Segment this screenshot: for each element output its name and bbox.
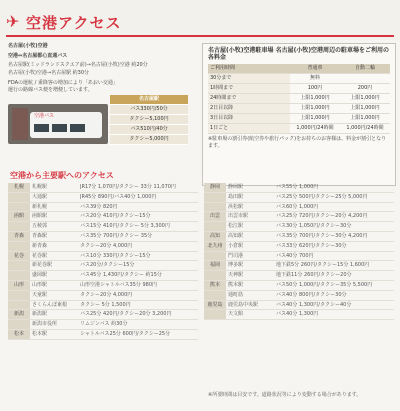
access-row — [8, 330, 198, 340]
route-line-2: 名古屋(小牧)空港→名古屋駅 約30分 — [8, 70, 90, 76]
access-row — [8, 320, 198, 330]
access-row — [8, 310, 198, 320]
access-row — [8, 222, 198, 232]
col-header: ご利用時間 — [208, 64, 290, 73]
city-cell: 花巻 — [8, 252, 30, 261]
city-cell — [8, 242, 30, 251]
cell: 上限1,000円 — [350, 95, 380, 101]
route-cell: JR45分 890円/バス40分 1,000円 — [80, 193, 157, 200]
access-grid-right — [204, 183, 394, 320]
route-cell: 地下鉄5分 260円/タクシー15分 1,600円 — [276, 262, 370, 269]
cell: 24時間まで — [208, 94, 290, 103]
station-cell: 盛岡駅 — [32, 272, 48, 279]
col-header: 自動二輪 — [340, 64, 390, 73]
route-cell: バス20分/タクシー15分 — [80, 262, 135, 269]
access-row — [8, 291, 198, 301]
city-cell: 松本 — [8, 330, 30, 339]
city-cell — [8, 301, 30, 310]
route-cell: バス60分 1,000円 — [276, 203, 319, 210]
access-row — [8, 301, 198, 311]
access-row — [204, 271, 394, 281]
city-cell — [8, 203, 30, 212]
note-line-2: 運行の路線バス便を増便しています。 — [8, 87, 93, 93]
station-cell: 天文館 — [228, 311, 244, 318]
station-cell: 天神駅 — [228, 272, 244, 279]
route-cell: バス35分 700円/タクシー 35分 — [80, 232, 153, 239]
station-cell: 山形駅 — [32, 281, 48, 288]
bus-window — [34, 124, 49, 132]
access-row — [8, 242, 198, 252]
cell: 上限1,000円 — [300, 105, 330, 111]
access-row — [204, 261, 394, 271]
station-cell: 大通駅 — [32, 193, 48, 200]
access-row — [8, 271, 198, 281]
cell: 30分まで — [208, 74, 290, 83]
station-cell: 松江駅 — [228, 223, 244, 230]
cell: 1,000円/24時間 — [296, 125, 334, 131]
route-cell: バス20分 410円/タクシー15分 — [80, 213, 151, 220]
city-cell — [8, 291, 30, 300]
title-rule — [6, 35, 394, 37]
access-row — [8, 252, 198, 262]
access-row — [8, 203, 198, 213]
city-cell: 青森 — [8, 232, 30, 241]
access-row — [204, 222, 394, 232]
city-cell: 新潟 — [8, 310, 30, 319]
city-cell: 札幌 — [8, 183, 30, 192]
city-cell: 山形 — [8, 281, 30, 290]
cell — [340, 74, 390, 83]
header-bar — [0, 0, 400, 40]
parking-header-row — [208, 64, 390, 74]
route-cell: バス40分 1,300円/タクシー40分 — [276, 301, 352, 308]
access-list-title: 空港から主要駅へのアクセス — [10, 171, 114, 180]
access-row — [204, 232, 394, 242]
cell: 1日ごと — [208, 124, 290, 133]
route-cell: リムジンバス 約30分 — [80, 321, 128, 328]
station-cell: 出雲市駅 — [228, 213, 249, 220]
city-cell — [204, 193, 226, 202]
station-cell: 新札幌 — [32, 203, 48, 210]
bus-sign — [12, 108, 28, 140]
parking-title: 名古屋(小牧)空港駐車場 名古屋(小牧)空港周辺の駐車場をご利用の各料金 — [208, 47, 390, 61]
city-cell: 熊本 — [204, 281, 226, 290]
access-row — [204, 203, 394, 213]
route-cell: バス25分 500円/タクシー25分 5,000円 — [276, 193, 368, 200]
route-cell: バス15分 410円/タクシー 5分 3,300円 — [80, 223, 170, 230]
cell: 200円 — [357, 85, 373, 91]
station-cell: 函館駅 — [32, 213, 48, 220]
subsection-title: 空港⇔名古屋都心直通バス — [8, 53, 68, 59]
station-cell: 天童駅 — [32, 291, 48, 298]
station-cell: さくらんぼ東根 — [32, 301, 68, 308]
city-cell: 出雲 — [204, 212, 226, 221]
city-cell: 鹿児島 — [204, 301, 226, 310]
cell: 上限1,000円 — [300, 95, 330, 101]
station-cell: 札幌駅 — [32, 184, 48, 190]
cell: 上限1,000円 — [300, 115, 330, 121]
parking-table — [208, 64, 390, 134]
access-grid-left — [8, 183, 198, 340]
route-cell: 山形空港シャトルバス35分 980円 — [80, 281, 158, 288]
fare-row: タクシー5,000円 — [110, 135, 188, 145]
route-cell: バス45分 1,430円/タクシー 約15分 — [80, 272, 162, 279]
access-row — [204, 242, 394, 252]
route-cell: タクシー20分 4,000円 — [80, 291, 133, 298]
access-row — [8, 212, 198, 222]
access-row — [8, 183, 198, 193]
city-cell — [8, 320, 30, 329]
fare-row: バス330円/50分 — [110, 105, 188, 115]
route-cell: バス30分 1,050円/タクシー30分 — [276, 223, 352, 230]
route-cell: バス39分 820円 — [80, 203, 118, 210]
route-cell: バス50分 1,000円/タクシー35分 5,500円 — [276, 281, 373, 288]
parking-box — [202, 43, 396, 186]
bus-body — [30, 112, 102, 138]
fare-table — [110, 95, 188, 145]
access-row — [204, 193, 394, 203]
route-cell: タクシー 5分 1,500円 — [80, 301, 131, 308]
city-cell — [8, 222, 30, 231]
station-cell: 島田駅 — [228, 193, 244, 200]
station-cell: 新花巻駅 — [32, 262, 53, 269]
route-cell: バス40分 700円 — [276, 252, 314, 259]
route-cell: バス25分 720円/タクシー20分 4,200円 — [276, 213, 368, 220]
bus-label: 空港バス — [34, 113, 55, 119]
parking-row — [208, 94, 390, 104]
parking-row — [208, 104, 390, 114]
route-cell: タクシー20分 4,000円 — [80, 242, 133, 249]
city-cell: 函館 — [8, 212, 30, 221]
city-cell — [8, 271, 30, 280]
parking-row — [208, 124, 390, 134]
station-cell: 浜松駅 — [228, 203, 244, 210]
city-cell — [204, 291, 226, 300]
station-cell: 五稜郭 — [32, 223, 48, 230]
section-title: 名古屋(小牧)空港 — [8, 43, 48, 49]
cell: 2日目以降 — [208, 104, 290, 113]
city-cell — [204, 203, 226, 212]
station-cell: 新青森 — [32, 242, 48, 249]
station-cell: 門司港 — [228, 252, 244, 259]
route-cell: バス10分 330円/タクシー15分 — [80, 252, 151, 259]
station-cell: 青森駅 — [32, 232, 48, 239]
route-line-1: 名古屋駅(ミッドランドスクエア前)→名古屋(小牧)空港 約20分 — [8, 62, 148, 68]
parking-row — [208, 74, 390, 84]
col-header: 普通車 — [290, 64, 340, 73]
station-cell: 花巻駅 — [32, 252, 48, 259]
station-cell: 静岡駅 — [228, 184, 244, 190]
route-cell: バス25分 420円/タクシー20分 3,200円 — [80, 311, 172, 318]
access-row — [8, 261, 198, 271]
access-row — [204, 310, 394, 320]
access-row — [204, 212, 394, 222]
fare-row: バス510円/40分 — [110, 125, 188, 135]
cell: 3日目以降 — [208, 114, 290, 123]
bus-photo — [8, 104, 108, 144]
cell: 無料 — [309, 75, 320, 81]
city-cell — [8, 193, 30, 202]
station-cell: 鹿児島中央駅 — [228, 301, 259, 308]
access-row — [204, 301, 394, 311]
city-cell — [8, 261, 30, 270]
station-cell: 高知駅 — [228, 232, 244, 239]
route-cell: バス40分 1,300円 — [276, 311, 319, 318]
airplane-icon: ✈ — [6, 12, 20, 31]
cell: 上限1,000円 — [350, 105, 380, 111]
fare-table-header: 名古屋駅 — [110, 95, 188, 105]
cell: 100円 — [307, 85, 323, 91]
route-cell: シャトルバス25分 600円/タクシー25分 — [80, 330, 171, 337]
route-cell: バス40分 800円/タクシー30分 — [276, 291, 347, 298]
station-cell: 小倉駅 — [228, 242, 244, 249]
bus-window — [52, 124, 67, 132]
route-cell: 地下鉄11分 260円/タクシー20分 — [276, 272, 352, 279]
access-row — [8, 232, 198, 242]
parking-note: ※駐車場の割引券(航空券や旅行パック)をお持ちのお客様は、料金が割引となります。 — [208, 136, 387, 149]
station-cell: 松本駅 — [32, 330, 48, 337]
page-title: 空港アクセス — [26, 14, 122, 32]
city-cell — [204, 252, 226, 261]
cell: 1,000円/24時間 — [346, 125, 384, 131]
city-cell: 福岡 — [204, 261, 226, 270]
access-row — [8, 281, 198, 291]
access-row — [204, 252, 394, 262]
fare-row: タクシー5,100円 — [110, 115, 188, 125]
station-cell: 新潟市役所 — [32, 321, 58, 328]
cell: 上限1,000円 — [350, 115, 380, 121]
route-cell: バス35分 700円/タクシー30分 4,200円 — [276, 232, 368, 239]
route-cell: バス33分 620円/タクシー30分 — [276, 242, 347, 249]
route-cell: JR17分 1,070円/タクシー 33分 11,070円 — [80, 184, 176, 190]
access-row — [204, 183, 394, 193]
cell: 1時間まで — [208, 84, 290, 93]
access-row — [8, 193, 198, 203]
parking-row — [208, 114, 390, 124]
city-cell: 北九州 — [204, 242, 226, 251]
bus-window — [70, 124, 85, 132]
city-cell: 高知 — [204, 232, 226, 241]
city-cell: 静岡 — [204, 183, 226, 192]
station-cell: 博多駅 — [228, 262, 244, 269]
station-cell: 熊本駅 — [228, 281, 244, 288]
city-cell — [204, 310, 226, 319]
footnote: ※所要時間は目安です。道路状況等により変動する場合があります。 — [208, 392, 362, 398]
city-cell — [204, 222, 226, 231]
access-row — [204, 291, 394, 301]
station-cell: 通町筋 — [228, 291, 244, 298]
note-line-1: FDAの運航 / 乗降客の増加により「あおい交通」 — [8, 80, 118, 86]
station-cell: 新潟駅 — [32, 311, 48, 318]
city-cell — [204, 271, 226, 280]
route-cell: バス55分 1,000円 — [276, 184, 319, 190]
parking-row — [208, 84, 390, 94]
access-row — [204, 281, 394, 291]
